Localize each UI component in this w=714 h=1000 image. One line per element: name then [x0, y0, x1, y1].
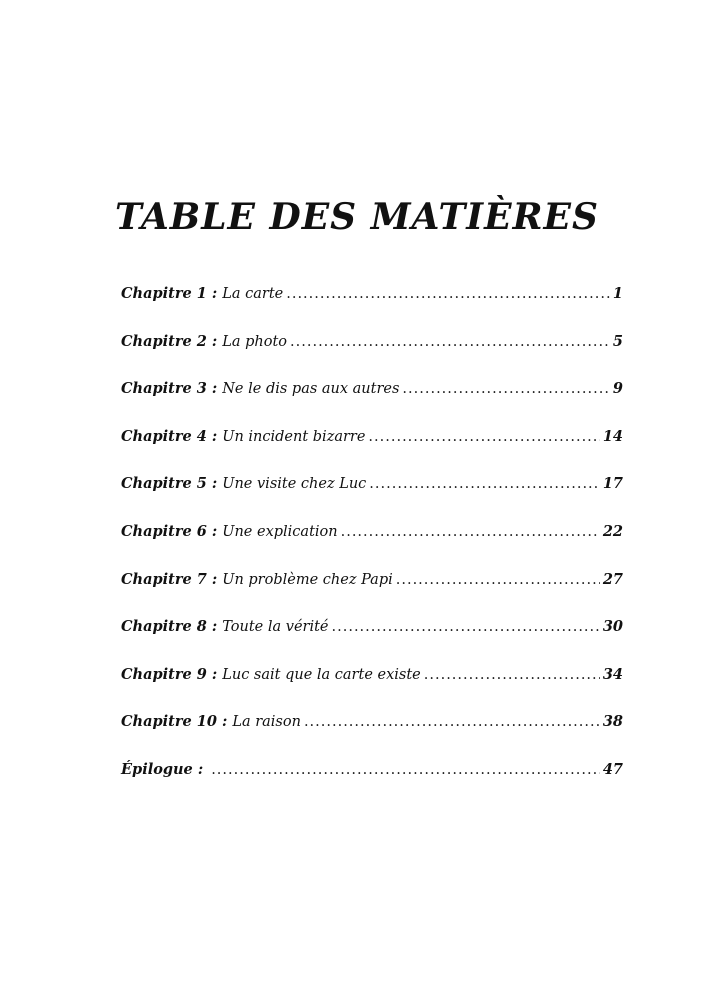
- toc-list: [121, 285, 623, 809]
- dot-leader: [286, 286, 610, 302]
- toc-entry-epilogue: [121, 761, 623, 809]
- dot-leader: [304, 714, 600, 730]
- page-title: TABLE DES MATIÈRES: [115, 196, 599, 238]
- entry-page-number: 27: [602, 570, 623, 588]
- dot-leader: [369, 476, 600, 492]
- entry-label: Chapitre 4 :: [121, 427, 218, 445]
- toc-entry: [121, 523, 623, 571]
- toc-entry: [121, 475, 623, 523]
- entry-label: Chapitre 5 :: [121, 475, 218, 493]
- entry-title: Ne le dis pas aux autres: [222, 381, 400, 398]
- entry-label: Chapitre 7 :: [121, 570, 218, 588]
- entry-title: Un incident bizarre: [222, 428, 366, 445]
- dot-leader: [396, 572, 600, 588]
- dot-leader: [402, 381, 609, 397]
- dot-leader: [341, 524, 600, 540]
- entry-page-number: 47: [602, 760, 623, 778]
- entry-page-number: 1: [612, 285, 623, 302]
- entry-page-number: 17: [602, 475, 623, 493]
- entry-label: Chapitre 10 :: [121, 713, 228, 731]
- entry-title: Toute la vérité: [222, 619, 329, 636]
- entry-label: Chapitre 1 :: [121, 285, 218, 302]
- entry-title: Une visite chez Luc: [222, 476, 367, 493]
- entry-label: Chapitre 9 :: [121, 665, 218, 683]
- entry-page-number: 38: [602, 713, 623, 731]
- entry-title: La carte: [222, 286, 284, 302]
- entry-page-number: 30: [602, 618, 623, 636]
- entry-title: La raison: [232, 714, 301, 731]
- entry-page-number: 34: [602, 665, 623, 683]
- entry-label: Chapitre 2 :: [121, 332, 218, 350]
- toc-entry: [121, 618, 623, 666]
- entry-title: Un problème chez Papi: [222, 571, 393, 588]
- toc-entry: [121, 713, 623, 761]
- entry-page-number: 9: [612, 380, 623, 398]
- toc-entry: [121, 380, 623, 428]
- entry-page-number: 14: [602, 427, 623, 445]
- dot-leader: [211, 762, 600, 778]
- entry-page-number: 5: [612, 332, 623, 350]
- entry-label: Chapitre 6 :: [121, 522, 218, 540]
- toc-entry: [121, 428, 623, 476]
- dot-leader: [290, 334, 610, 350]
- entry-label: Épilogue :: [121, 760, 204, 778]
- dot-leader: [424, 667, 600, 683]
- entry-title: Luc sait que la carte existe: [222, 666, 421, 683]
- entry-page-number: 22: [602, 522, 623, 540]
- toc-entry: [121, 333, 623, 381]
- toc-entry: [121, 571, 623, 619]
- toc-entry: [121, 666, 623, 714]
- dot-leader: [368, 429, 599, 445]
- entry-label: Chapitre 3 :: [121, 380, 218, 398]
- entry-title: Une explication: [222, 523, 338, 540]
- toc-entry: [121, 285, 623, 333]
- entry-label: Chapitre 8 :: [121, 618, 218, 636]
- dot-leader: [332, 619, 600, 635]
- entry-title: La photo: [222, 333, 288, 350]
